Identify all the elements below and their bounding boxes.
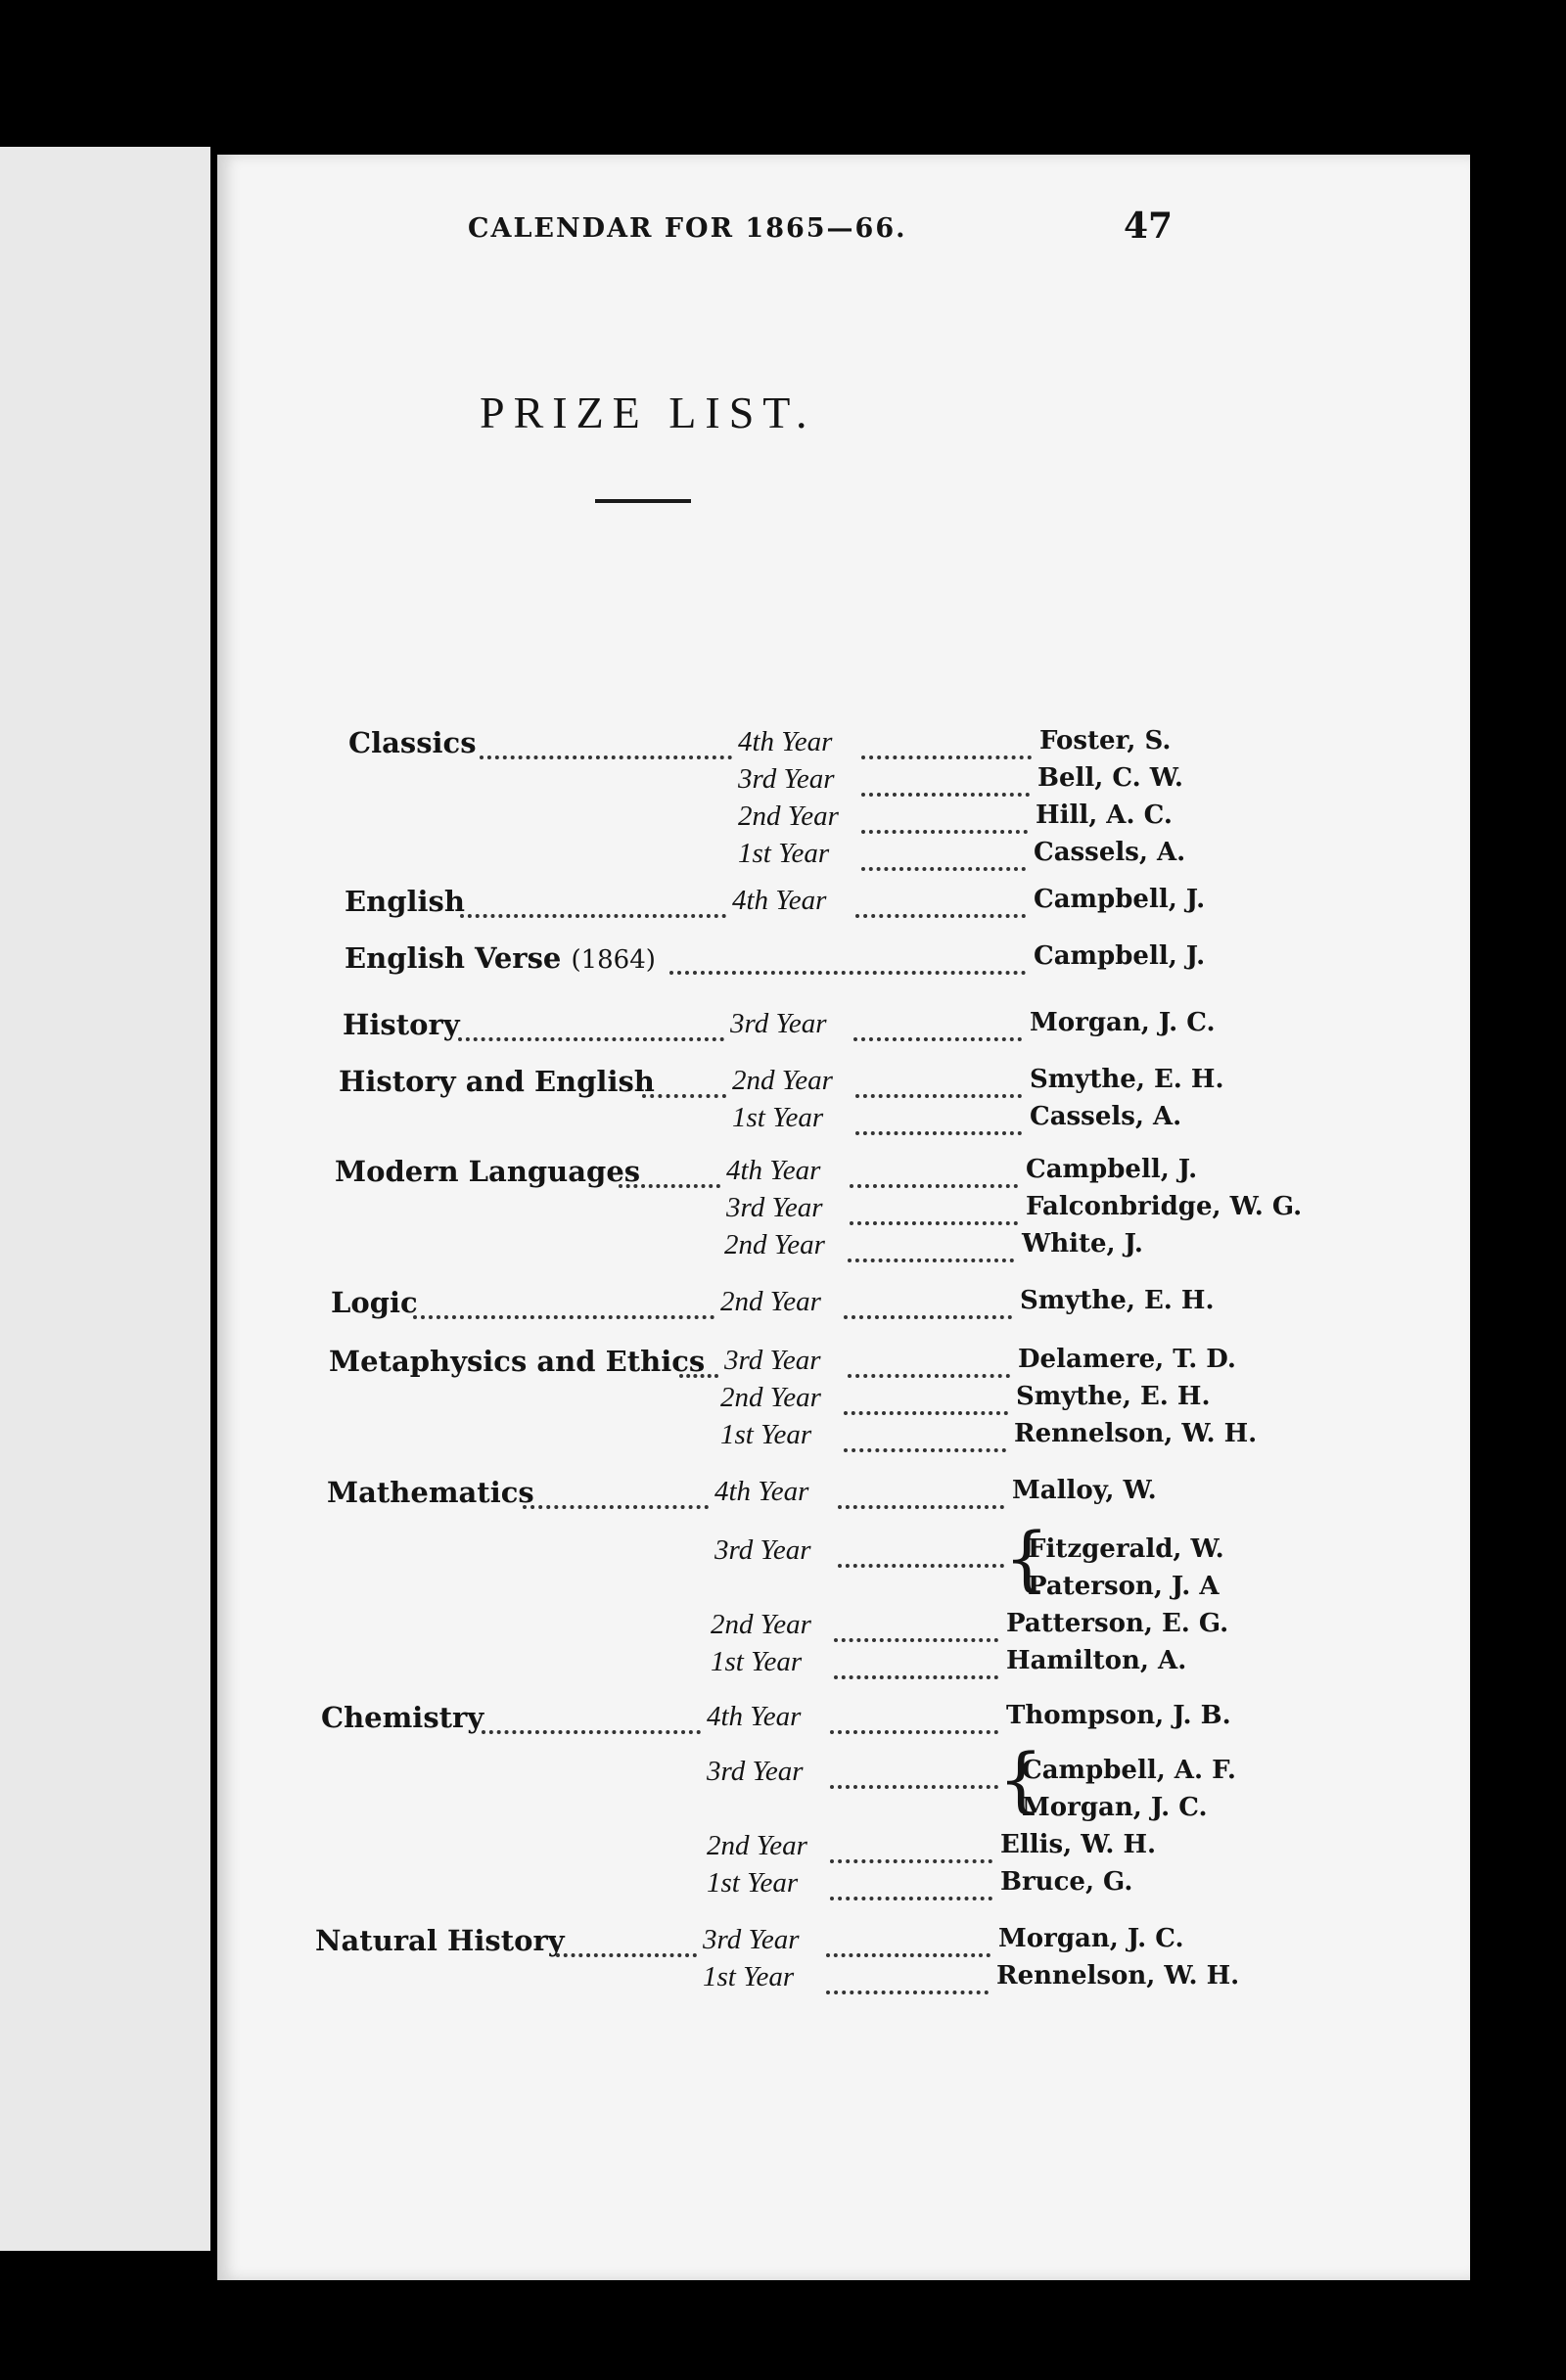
year-label: 3rd Year	[724, 1345, 821, 1376]
prize-row	[0, 726, 1566, 765]
prize-winner: Smythe, E. H.	[1016, 1382, 1211, 1411]
dot-leader	[826, 1961, 989, 1994]
subject-label: Metaphysics and Ethics	[329, 1345, 706, 1378]
prize-winner: Campbell, J.	[1034, 941, 1206, 971]
dot-leader	[848, 1229, 1014, 1262]
prize-winner: Bruce, G.	[1000, 1867, 1133, 1897]
dot-leader	[844, 1382, 1008, 1415]
prize-row	[0, 1286, 1566, 1325]
subject-label: Modern Languages	[335, 1155, 641, 1188]
year-label: 2nd Year	[738, 801, 839, 832]
prize-row	[0, 1419, 1566, 1458]
year-label: 1st Year	[711, 1646, 803, 1677]
prize-winner: White, J.	[1022, 1229, 1143, 1259]
prize-winner: Malloy, W.	[1012, 1476, 1157, 1505]
year-label: 3rd Year	[730, 1008, 827, 1039]
prize-row	[0, 763, 1566, 802]
dot-leader	[679, 1345, 718, 1378]
dot-leader	[848, 1345, 1010, 1378]
prize-row	[0, 1229, 1566, 1268]
year-label: 3rd Year	[707, 1756, 804, 1787]
dot-leader	[830, 1756, 998, 1789]
dot-leader	[834, 1609, 998, 1642]
prize-row	[0, 1609, 1566, 1648]
year-label: 4th Year	[714, 1476, 809, 1507]
year-label: 2nd Year	[707, 1830, 807, 1861]
dot-leader	[855, 1102, 1022, 1135]
prize-winner: Smythe, E. H.	[1030, 1065, 1224, 1094]
running-head: CALENDAR FOR 1865—66.	[468, 213, 907, 244]
prize-winner: Patterson, E. G.	[1006, 1609, 1229, 1638]
dot-leader	[844, 1419, 1006, 1452]
dot-leader	[642, 1065, 726, 1098]
prize-winner: Fitzgerald, W.	[1028, 1534, 1224, 1564]
year-label: 2nd Year	[711, 1609, 811, 1640]
subject-note: (1864)	[571, 945, 656, 975]
prize-row	[0, 1924, 1566, 1963]
prize-row	[0, 1102, 1566, 1141]
prize-row	[0, 1476, 1566, 1515]
dot-leader	[838, 1534, 1004, 1568]
year-label: 1st Year	[703, 1961, 795, 1992]
dot-leader	[830, 1701, 998, 1734]
year-label: 4th Year	[707, 1701, 802, 1732]
dot-leader	[838, 1476, 1004, 1509]
dot-leader	[826, 1924, 990, 1957]
dot-leader	[669, 941, 1026, 975]
subject-label: English Verse (1864)	[345, 941, 656, 975]
prize-row	[0, 1065, 1566, 1104]
dot-leader	[853, 1008, 1022, 1041]
dot-leader	[480, 726, 732, 759]
tie-brace: {	[1004, 1517, 1049, 1599]
prize-winner: Cassels, A.	[1034, 838, 1186, 867]
dot-leader	[850, 1192, 1018, 1225]
prize-winner: Campbell, A. F.	[1022, 1756, 1236, 1785]
dot-leader	[855, 885, 1026, 918]
year-label: 3rd Year	[738, 763, 835, 795]
prize-winner: Morgan, J. C.	[1022, 1793, 1208, 1822]
prize-winner: Morgan, J. C.	[998, 1924, 1184, 1953]
year-label: 4th Year	[726, 1155, 821, 1186]
year-label: 1st Year	[738, 838, 830, 869]
year-label: 1st Year	[732, 1102, 824, 1133]
page-number: 47	[1124, 206, 1174, 247]
subject-label: History and English	[339, 1065, 655, 1098]
prize-row	[0, 1793, 1566, 1832]
prize-row	[0, 1192, 1566, 1231]
dot-leader	[523, 1476, 709, 1509]
page-title: PRIZE LIST.	[480, 388, 816, 437]
prize-winner: Thompson, J. B.	[1006, 1701, 1231, 1730]
prize-winner: Bell, C. W.	[1037, 763, 1183, 793]
prize-row	[0, 1534, 1566, 1574]
prize-row	[0, 1756, 1566, 1795]
dot-leader	[830, 1830, 992, 1863]
prize-winner: Rennelson, W. H.	[996, 1961, 1240, 1991]
prize-winner: Campbell, J.	[1034, 885, 1206, 914]
subject-label: Logic	[331, 1286, 418, 1319]
prize-winner: Hill, A. C.	[1036, 801, 1173, 830]
prize-row	[0, 1155, 1566, 1194]
year-label: 3rd Year	[714, 1534, 811, 1566]
prize-row	[0, 941, 1566, 981]
year-label: 2nd Year	[732, 1065, 833, 1096]
year-label: 2nd Year	[720, 1286, 821, 1317]
dot-leader	[834, 1646, 998, 1679]
subject-label: History	[343, 1008, 460, 1041]
dot-leader	[460, 885, 726, 918]
dot-leader	[861, 763, 1030, 797]
prize-winner: Cassels, A.	[1030, 1102, 1182, 1131]
prize-winner: Delamere, T. D.	[1018, 1345, 1236, 1374]
dot-leader	[556, 1924, 697, 1957]
dot-leader	[458, 1008, 724, 1041]
prize-row	[0, 1961, 1566, 2000]
prize-winner: Rennelson, W. H.	[1014, 1419, 1258, 1448]
dot-leader	[482, 1701, 701, 1734]
subject-label: Natural History	[315, 1924, 565, 1957]
prize-row	[0, 1345, 1566, 1384]
prize-winner: Falconbridge, W. G.	[1026, 1192, 1303, 1221]
dot-leader	[855, 1065, 1022, 1098]
tie-brace: {	[998, 1738, 1043, 1820]
year-label: 1st Year	[707, 1867, 799, 1899]
year-label: 3rd Year	[703, 1924, 800, 1955]
subject-label: Classics	[348, 726, 477, 759]
year-label: 1st Year	[720, 1419, 812, 1450]
dot-leader	[619, 1155, 720, 1188]
year-label: 2nd Year	[724, 1229, 825, 1260]
dot-leader	[861, 838, 1026, 871]
dot-leader	[413, 1286, 714, 1319]
prize-row	[0, 1830, 1566, 1869]
prize-row	[0, 1646, 1566, 1685]
prize-winner: Morgan, J. C.	[1030, 1008, 1216, 1037]
prize-winner: Hamilton, A.	[1006, 1646, 1187, 1675]
prize-row	[0, 1867, 1566, 1906]
year-label: 2nd Year	[720, 1382, 821, 1413]
dot-leader	[861, 726, 1032, 759]
dot-leader	[850, 1155, 1018, 1188]
dot-leader	[844, 1286, 1012, 1319]
year-label: 4th Year	[732, 885, 827, 916]
prize-winner: Foster, S.	[1039, 726, 1172, 755]
year-label: 4th Year	[738, 726, 833, 757]
subject-label: Chemistry	[321, 1701, 484, 1734]
subject-label: English	[345, 885, 465, 918]
year-label: 3rd Year	[726, 1192, 823, 1223]
prize-row	[0, 801, 1566, 840]
prize-row	[0, 885, 1566, 924]
prize-winner: Campbell, J.	[1026, 1155, 1198, 1184]
prize-row	[0, 1572, 1566, 1611]
dot-leader	[861, 801, 1028, 834]
prize-winner: Smythe, E. H.	[1020, 1286, 1215, 1315]
dot-leader	[830, 1867, 992, 1900]
prize-row	[0, 1382, 1566, 1421]
prize-winner: Ellis, W. H.	[1000, 1830, 1157, 1859]
prize-row	[0, 1008, 1566, 1047]
prize-row	[0, 1701, 1566, 1740]
subject-label: Mathematics	[327, 1476, 534, 1509]
prize-row	[0, 838, 1566, 877]
prize-winner: Paterson, J. A	[1028, 1572, 1220, 1601]
